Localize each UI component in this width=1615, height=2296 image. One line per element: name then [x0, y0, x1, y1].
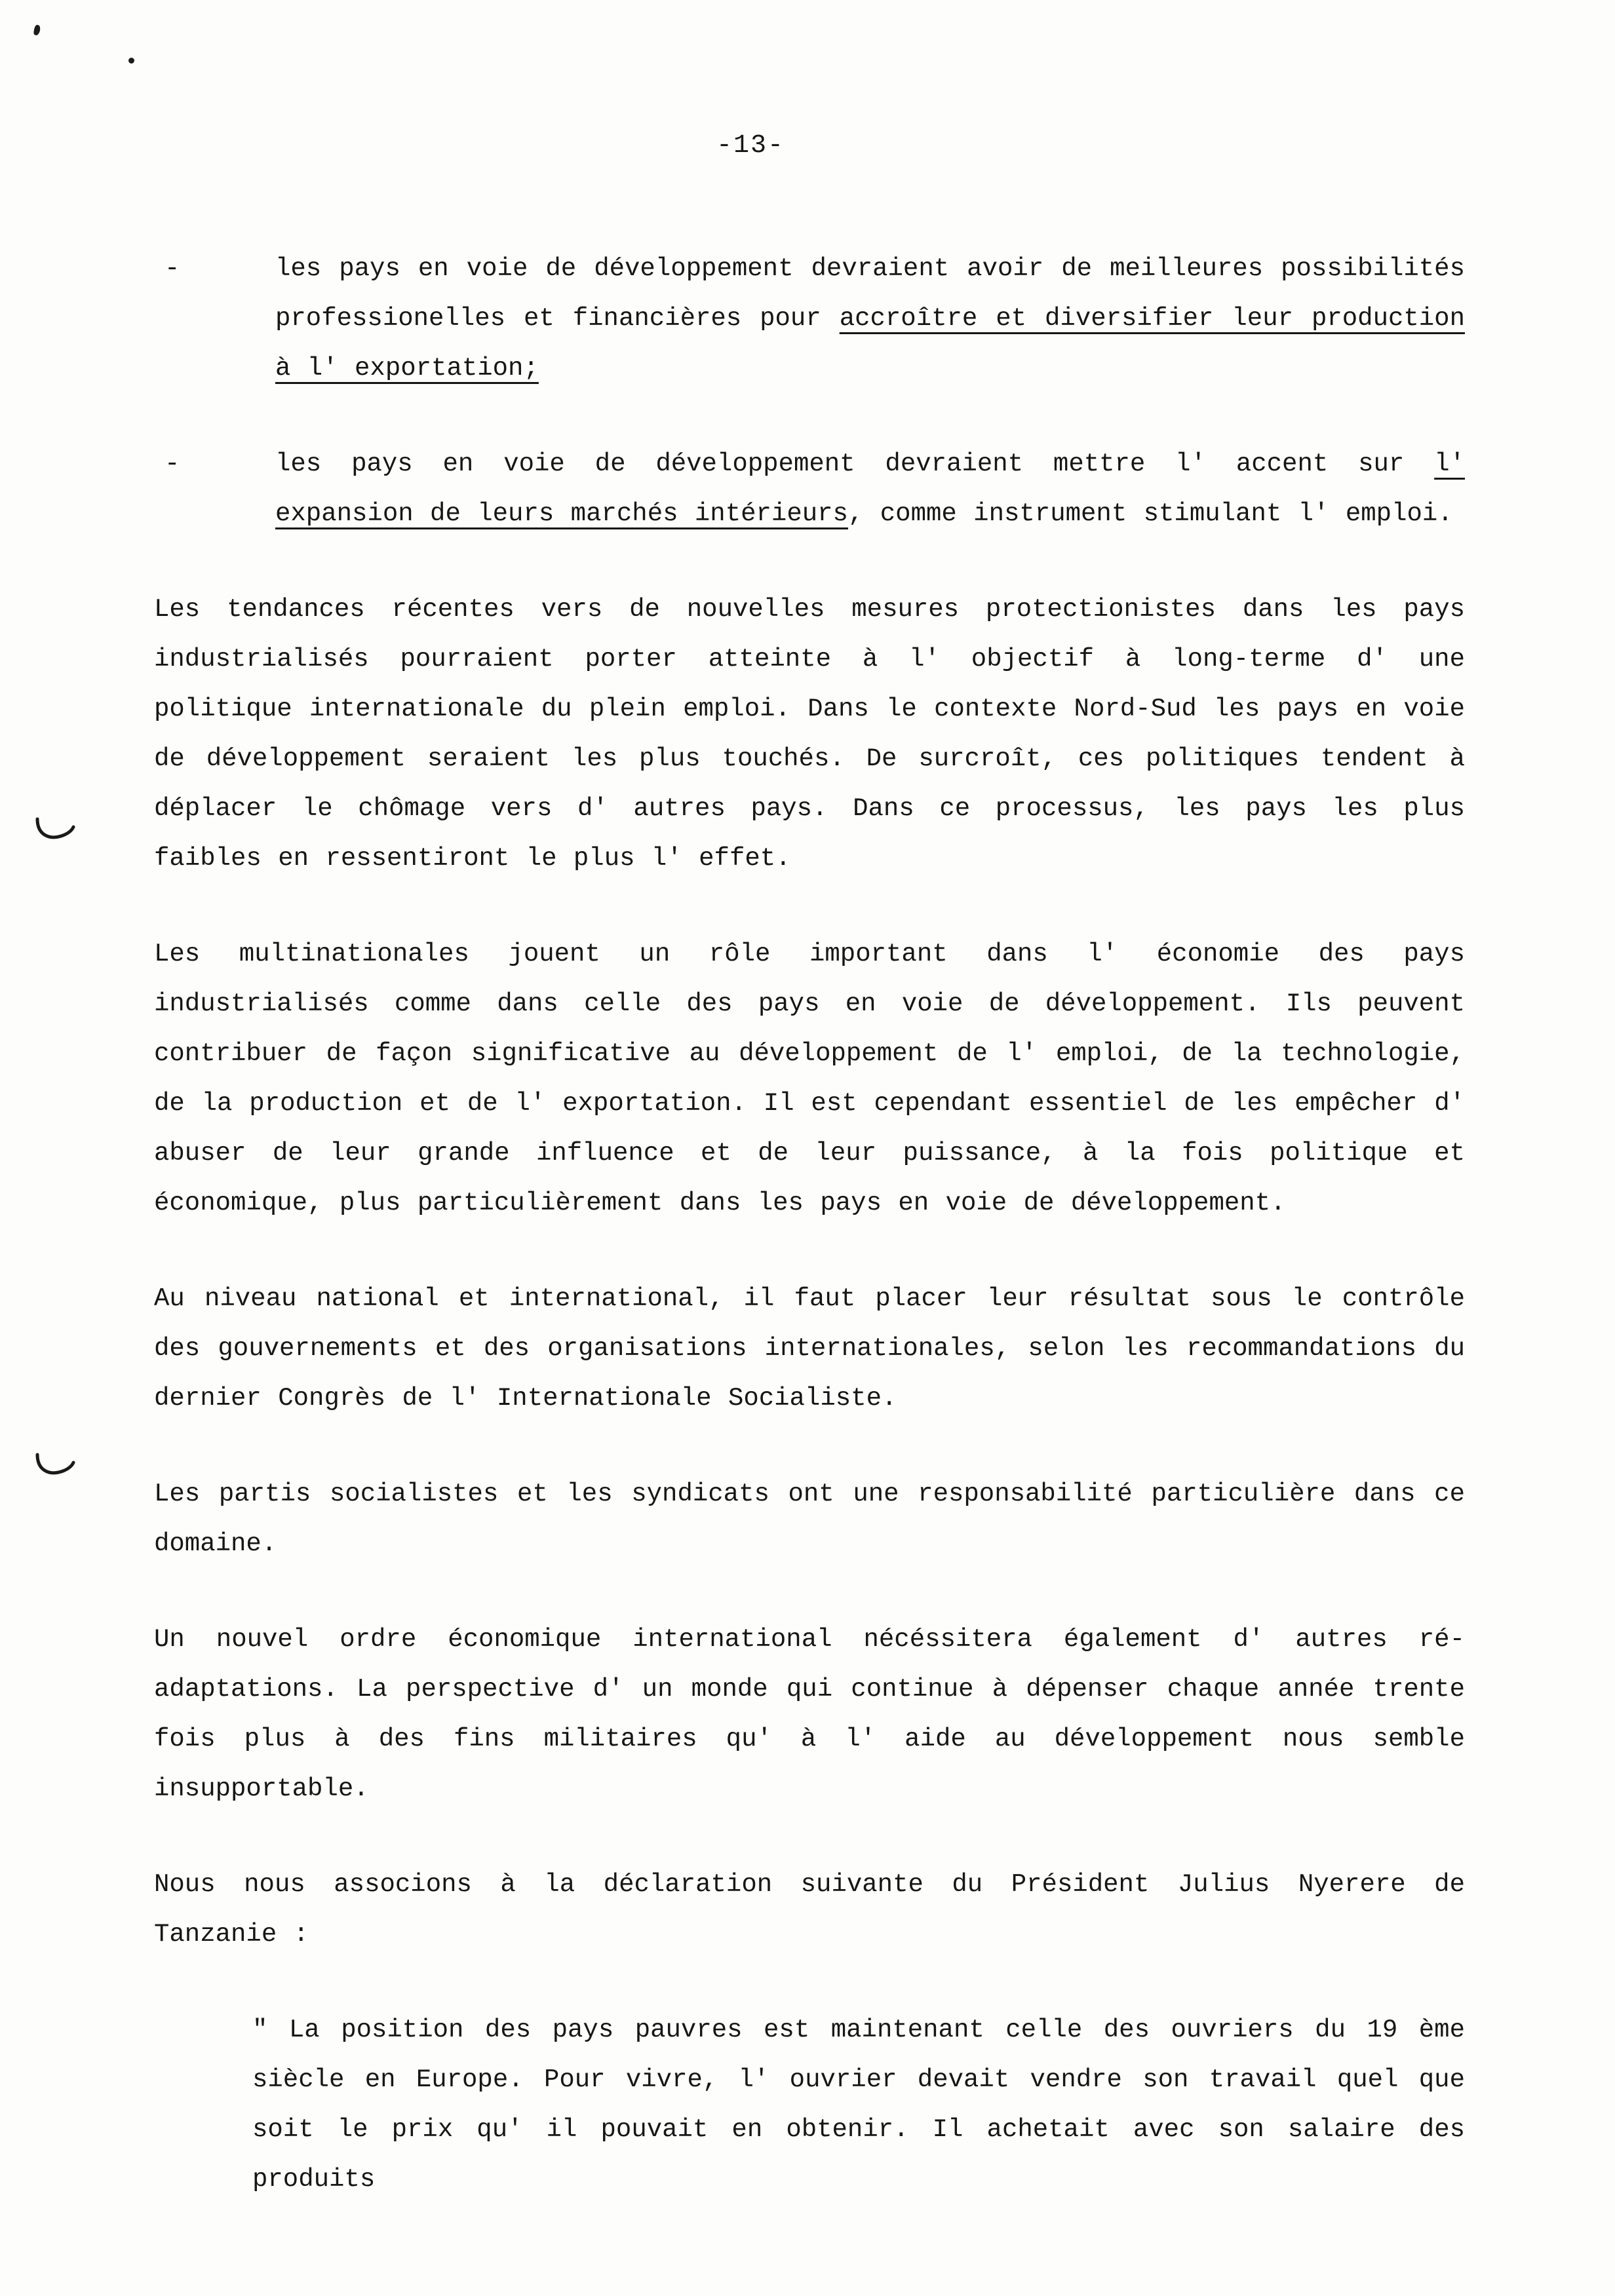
- bullet-text: [275, 439, 1465, 539]
- list-item-internal-markets: [154, 439, 1465, 539]
- scan-artifact-speck: [128, 58, 134, 64]
- scan-artifact-speck: [33, 24, 41, 36]
- page-number: -13-: [716, 131, 785, 161]
- bullet-text-underlined: l' expansion de leurs marchés intérieurs: [275, 450, 1465, 528]
- bullet-dash-marker: -: [165, 450, 180, 478]
- bullet-text: [275, 244, 1465, 393]
- bullet-text-plain: les pays en voie de développement devraient mettre l' accent sur: [275, 450, 1435, 478]
- paragraph-new-economic-order: Un nouvel ordre économique international nécéssitera également d' autres ré-adaptations. La perspective d' un monde qui continue à dépenser chaque année trente fois plus à des fins militaires qu' à l' aide au développement nous semble insupportable.: [154, 1625, 1465, 1803]
- bullet-text-underlined: accroître et diversifier leur production à l' exportation;: [275, 304, 1465, 383]
- paragraph-nyerere-intro: Nous nous associons à la déclaration suivante du Président Julius Nyerere de Tanzanie :: [154, 1870, 1465, 1949]
- bullet-text-plain: , comme instrument stimulant l' emploi.: [847, 499, 1453, 528]
- list-item-export-production: [154, 244, 1465, 393]
- paragraph-government-control: Au niveau national et international, il faut placer leur résultat sous le contrôle des gouvernements et des organisations internationales, selon les recommandations du dernier Congrès de l' Internationale Socialiste.: [154, 1284, 1465, 1413]
- bullet-text-plain: les pays en voie de développement devraient avoir de meilleures possibilités professionelles et financières pour: [275, 254, 1465, 333]
- paragraph-socialist-parties: Les partis socialistes et les syndicats ont une responsabilité particulière dans ce domaine.: [154, 1480, 1465, 1558]
- bullet-dash-marker: -: [165, 254, 180, 283]
- document-body: [154, 244, 1465, 2250]
- paragraph-multinationals: Les multinationales jouent un rôle important dans l' économie des pays industrialisés comme dans celle des pays en voie de développement. Ils peuvent contribuer de façon significative au développement de l' emploi, de la technologie, de la production et de l' exportation. Il est cependant essentiel de les empêcher d' abuser de leur grande influence et de leur puissance, à la fois politique et économique, plus particulièrement dans les pays en voie de développement.: [154, 940, 1465, 1217]
- handwritten-margin-mark-icon: [34, 816, 81, 848]
- paragraph-protectionism: Les tendances récentes vers de nouvelles mesures protectionistes dans les pays industrialisés pourraient porter atteinte à l' objectif à long-terme d' une politique internationale du plein emploi. Dans le contexte Nord-Sud les pays en voie de développement seraient les plus touchés. De surcroît, ces politiques tendent à déplacer le chômage vers d' autres pays. Dans ce processus, les pays les plus faibles en ressentiront le plus l' effet.: [154, 595, 1465, 873]
- handwritten-margin-mark-icon: [34, 1451, 81, 1483]
- quote-paragraph-nyerere: " La position des pays pauvres est maintenant celle des ouvriers du 19 ème siècle en Europe. Pour vivre, l' ouvrier devait vendre son travail quel que soit le prix qu' il pouvait en obtenir. Il achetait avec son salaire des produits: [252, 2016, 1465, 2194]
